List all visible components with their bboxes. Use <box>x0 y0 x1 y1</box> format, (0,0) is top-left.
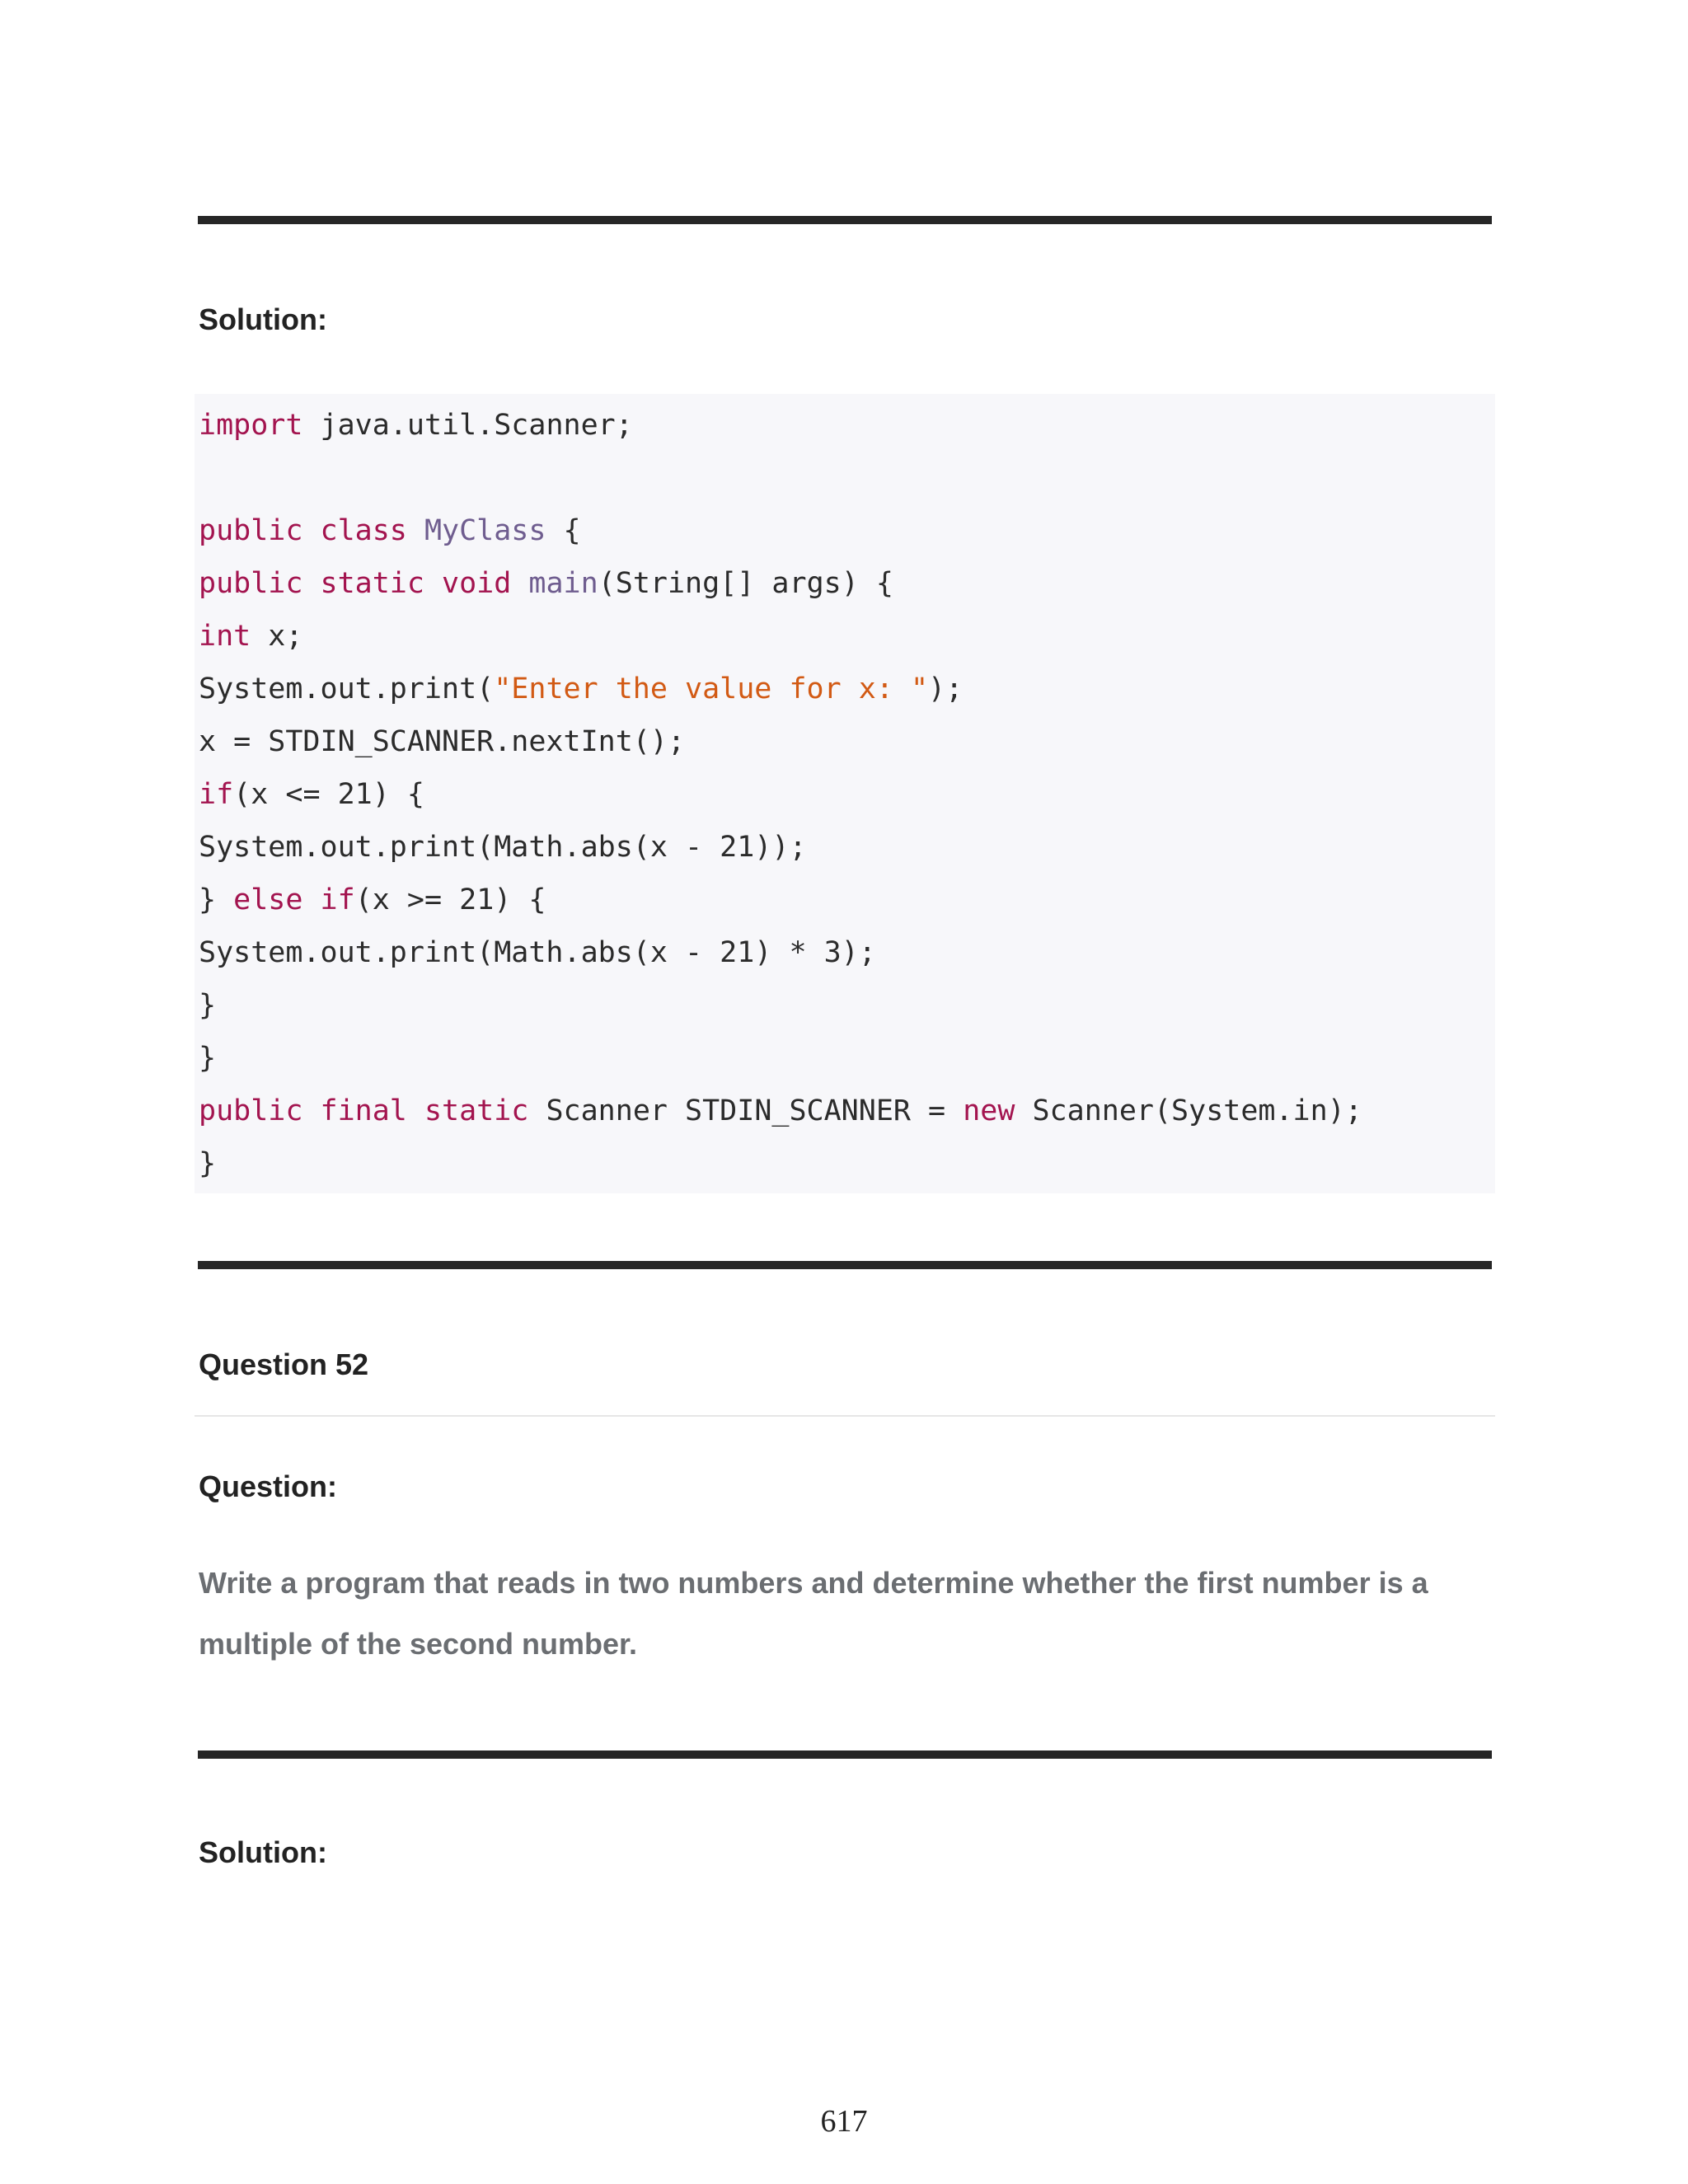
code-token: main <box>528 567 598 600</box>
code-token: public <box>199 1094 303 1127</box>
code-token: } <box>199 989 217 1022</box>
code-token: if <box>320 883 355 916</box>
code-token <box>302 514 320 547</box>
code-line <box>199 827 807 867</box>
solution-heading: Solution: <box>199 1835 327 1869</box>
code-token: java.util.Scanner; <box>302 409 633 442</box>
code-token: MyClass <box>424 514 546 547</box>
code-token: "Enter the value for x: " <box>494 673 929 705</box>
code-token: (x <= 21) { <box>233 778 424 811</box>
code-token: Scanner STDIN_SCANNER = <box>528 1094 964 1127</box>
code-token: int <box>199 620 251 653</box>
code-line <box>199 1091 1362 1131</box>
code-token: ); <box>928 673 964 705</box>
code-token: public <box>199 514 303 547</box>
code-line <box>199 775 424 814</box>
section-divider <box>198 1261 1492 1269</box>
question-text: Write a program that reads in two numbers and determine whether the first number is a multiple of the second number. <box>199 1566 1428 1661</box>
heading-underline <box>195 1415 1495 1417</box>
code-token: final <box>320 1094 407 1127</box>
code-line <box>199 933 876 972</box>
code-token: Scanner(System.in); <box>1015 1094 1362 1127</box>
code-line <box>199 564 893 603</box>
code-token: System.out.print(Math.abs(x - 21) * 3); <box>199 936 876 969</box>
code-token: } <box>199 1147 217 1180</box>
code-line <box>199 669 963 709</box>
section-divider <box>198 216 1492 224</box>
code-token: x = STDIN_SCANNER.nextInt(); <box>199 725 686 758</box>
code-token: public <box>199 567 303 600</box>
code-token: else <box>233 883 303 916</box>
code-token: new <box>963 1094 1015 1127</box>
code-token: static <box>424 1094 529 1127</box>
page-number: 617 <box>820 2104 868 2139</box>
code-token <box>407 1094 424 1127</box>
code-line <box>199 986 216 1025</box>
code-token: (String[] args) { <box>598 567 893 600</box>
code-token <box>302 567 320 600</box>
code-token: { <box>546 514 581 547</box>
code-line <box>199 405 633 445</box>
question-heading: Question: <box>199 1469 337 1503</box>
code-token <box>302 883 320 916</box>
code-token: } <box>199 1042 217 1075</box>
code-token: class <box>320 514 407 547</box>
code-token: if <box>199 778 234 811</box>
solution-heading: Solution: <box>199 302 327 336</box>
code-token: static <box>320 567 424 600</box>
code-line <box>199 511 581 551</box>
code-line <box>199 1038 216 1078</box>
code-token: import <box>199 409 303 442</box>
code-token <box>302 1094 320 1127</box>
code-token: System.out.print( <box>199 673 495 705</box>
code-token: } <box>199 883 234 916</box>
code-block <box>195 394 1495 1193</box>
code-token: (x >= 21) { <box>354 883 546 916</box>
code-token <box>407 514 424 547</box>
code-token <box>424 567 442 600</box>
code-token <box>511 567 528 600</box>
code-line <box>199 722 685 762</box>
code-token: x; <box>251 620 303 653</box>
section-divider <box>198 1750 1492 1759</box>
code-token: void <box>442 567 512 600</box>
code-line <box>199 880 546 920</box>
code-line <box>199 1144 216 1183</box>
question-number-heading: Question 52 <box>199 1347 369 1381</box>
code-line <box>199 616 302 656</box>
code-token: System.out.print(Math.abs(x - 21)); <box>199 831 807 864</box>
